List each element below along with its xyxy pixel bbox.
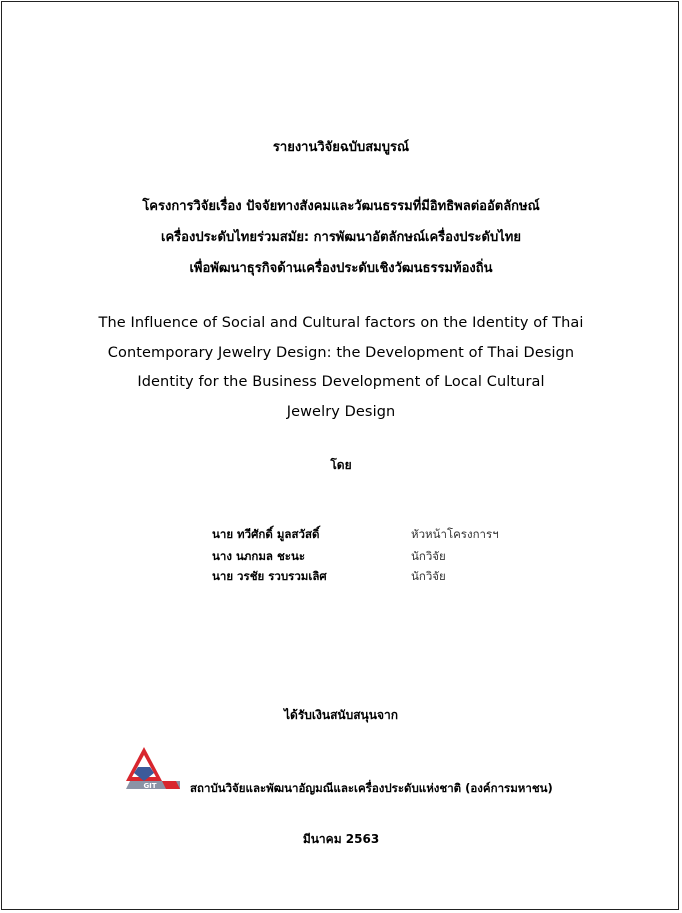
project-title-en-line-2: Contemporary Jewelry Design: the Development of Thai Design <box>107 345 575 361</box>
report-type-title: รายงานวิจัยฉบับสมบูรณ์ <box>272 140 410 155</box>
team-member-name: นาย ทวีศักดิ์ มูลสวัสดิ์ <box>212 527 320 541</box>
by-label: โดย <box>330 458 352 472</box>
report-date: มีนาคม 2563 <box>302 832 380 846</box>
git-logo-icon <box>124 747 184 797</box>
project-title-th-line-1: โครงการวิจัยเรื่อง ปัจจัยทางสังคมและวัฒนธรรมที่มีอิทธิพลต่ออัตลักษณ์ <box>142 199 540 214</box>
team-member-role: หัวหน้าโครงการฯ <box>411 527 499 541</box>
team-member-role: นักวิจัย <box>411 569 446 583</box>
team-member-name: นาง นภกมล ชะนะ <box>212 549 305 563</box>
project-title-en-line-4: Jewelry Design <box>286 404 396 420</box>
logo-text: GIT <box>143 782 157 790</box>
project-title-th-line-2: เครื่องประดับไทยร่วมสมัย: การพัฒนาอัตลักษณ์เครื่องประดับไทย <box>161 230 521 245</box>
funding-label: ได้รับเงินสนับสนุนจาก <box>284 708 398 722</box>
team-member-role: นักวิจัย <box>411 549 446 563</box>
project-title-th-line-3: เพื่อพัฒนาธุรกิจด้านเครื่องประดับเชิงวัฒนธรรมท้องถิ่น <box>189 261 493 276</box>
organization-name: สถาบันวิจัยและพัฒนาอัญมณีและเครื่องประดับแห่งชาติ (องค์การมหาชน) <box>190 781 553 795</box>
project-title-en-line-1: The Influence of Social and Cultural factors on the Identity of Thai <box>98 315 584 331</box>
team-member-name: นาย วรชัย รวบรวมเลิศ <box>212 569 327 583</box>
project-title-en-line-3: Identity for the Business Development of Local Cultural <box>137 374 545 390</box>
